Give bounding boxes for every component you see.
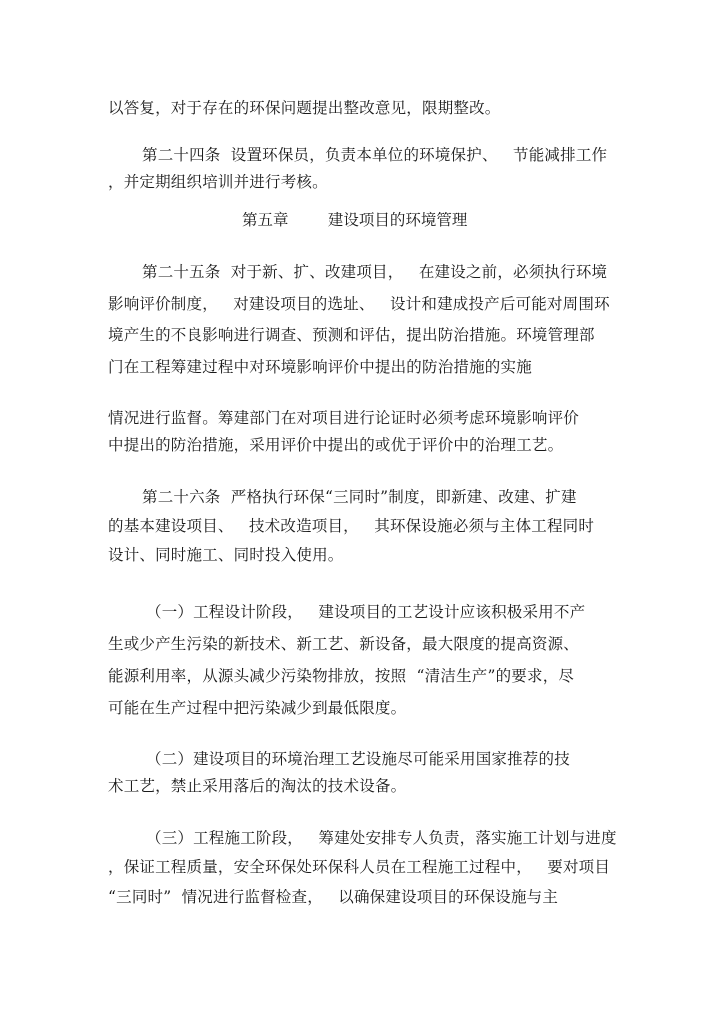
text-line: 中提出的防治措施，采用评价中提出的或优于评价中的治理工艺。 — [108, 436, 564, 454]
text-line: 的基本建设项目、 技术改造项目， 其环保设施必须与主体工程同时 — [108, 517, 595, 535]
text-line: 可能在生产过程中把污染减少到最低限度。 — [108, 699, 407, 717]
text-line: 门在工程筹建过程中对环境影响评价中提出的防治措施的实施 — [108, 358, 532, 376]
text-line: 第二十五条 对于新、扩、改建项目， 在建设之前，必须执行环境 — [142, 263, 608, 281]
text-line: （三）工程施工阶段， 筹建处安排专人负责，落实施工计划与进度 — [146, 829, 617, 847]
text-line: （一）工程设计阶段， 建设项目的工艺设计应该积极采用不产 — [146, 603, 586, 621]
text-line: 术工艺，禁止采用落后的淘汰的技术设备。 — [108, 777, 407, 795]
text-line: 情况进行监督。筹建部门在对项目进行论证时必须考虑环境影响评价 — [108, 409, 580, 427]
text-line: 影响评价制度， 对建设项目的选址、 设计和建成投产后可能对周围环 — [108, 295, 610, 313]
text-line: ，并定期组织培训并进行考核。 — [108, 173, 328, 191]
text-line: 以答复，对于存在的环保问题提出整改意见，限期整改。 — [108, 99, 501, 117]
chapter-heading: 第五章 建设项目的环境管理 — [242, 211, 468, 229]
text-line: 第二十四条 设置环保员，负责本单位的环境保护、 节能减排工作 — [142, 146, 608, 164]
text-line: 生或少产生污染的新技术、新工艺、新设备，最大限度的提高资源、 — [108, 635, 580, 653]
text-line: ，保证工程质量，安全环保处环保科人员在工程施工过程中， 要对项目 — [108, 858, 611, 876]
text-line: 能源利用率，从源头减少污染物排放，按照 “清洁生产”的要求，尽 — [108, 667, 575, 685]
text-line: 境产生的不良影响进行调查、预测和评估，提出防治措施。环境管理部 — [108, 326, 595, 344]
text-line: 设计、同时施工、同时投入使用。 — [108, 546, 344, 564]
text-line: （二）建设项目的环境治理工艺设施尽可能采用国家推荐的技 — [146, 750, 570, 768]
text-line: 第二十六条 严格执行环保“三同时”制度，即新建、改建、扩建 — [142, 488, 577, 506]
text-line: “三同时” 情况进行监督检查， 以确保建设项目的环保设施与主 — [108, 888, 559, 906]
